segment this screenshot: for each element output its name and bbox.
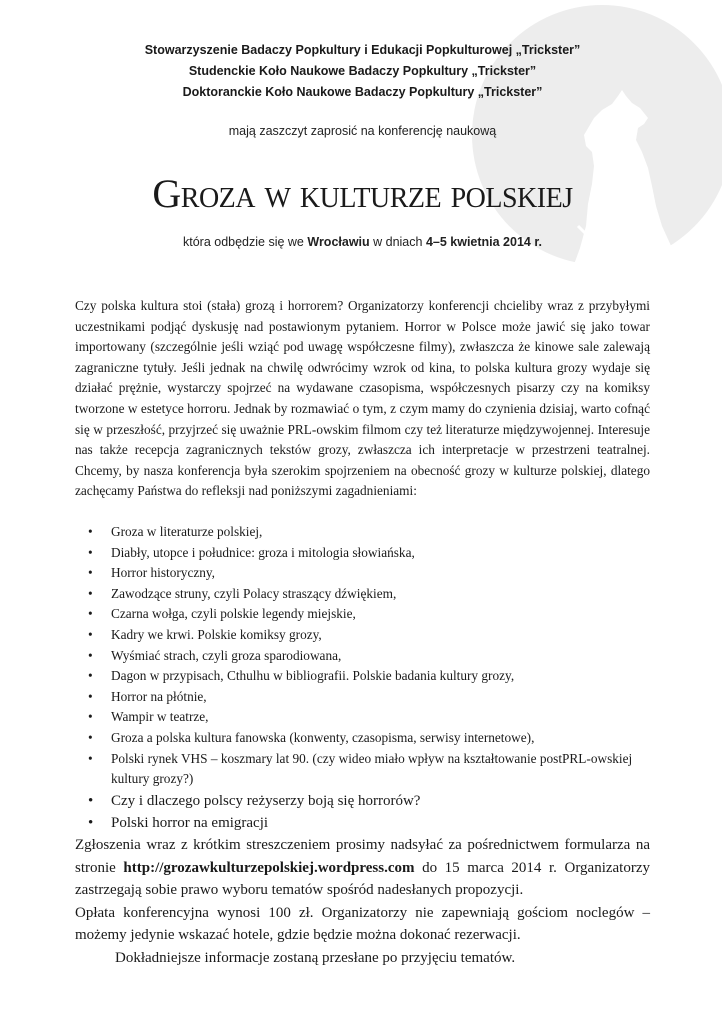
details-paragraph: Dokładniejsze informacje zostaną przesłane po przyjęciu tematów. (115, 949, 516, 966)
invitation-line: mają zaszczyt zaprosić na konferencję naukową (228, 124, 497, 138)
topics-list (75, 522, 650, 834)
date-line-mid: w dniach (369, 235, 426, 249)
submission-text-pre: Zgłoszenia wraz z krótkim streszczeniem prosimy nadsyłać za pośrednictwem formularza na stronie (75, 837, 650, 876)
topic-item: • Horror na płótnie, (75, 687, 650, 708)
topic-item: • Polski horror na emigracji (75, 812, 650, 834)
topic-item: • Diabły, utopce i południce: groza i mitologia słowiańska, (75, 543, 650, 564)
organizer-line-3: Doktoranckie Koło Naukowe Badaczy Popkultury „Trickster” (182, 85, 543, 99)
organizer-line-1: Stowarzyszenie Badaczy Popkultury i Edukacji Popkulturowej „Trickster” (144, 43, 581, 57)
conference-title: Groza w kulturze polskiej (152, 171, 573, 216)
city: Wrocławiu (307, 235, 370, 249)
topic-item: • Zawodzące struny, czyli Polacy straszący dźwiękiem, (75, 584, 650, 605)
date-line-prefix: która odbędzie się we (182, 235, 308, 249)
topic-item: • Polski rynek VHS – koszmary lat 90. (czy wideo miało wpływ na kształtowanie postPRL-owskiej kultury grozy?) (75, 749, 650, 790)
topic-item: • Wyśmiać strach, czyli groza sparodiowana, (75, 646, 650, 667)
submission-url-link[interactable]: http://grozawkulturzepolskiej.wordpress.com (123, 859, 415, 876)
topic-item: • Czarna wołga, czyli polskie legendy miejskie, (75, 604, 650, 625)
topic-item: • Groza w literaturze polskiej, (75, 522, 650, 543)
submission-paragraph (75, 834, 650, 902)
intro-paragraph: Czy polska kultura stoi (stała) grozą i horrorem? Organizatorzy konferencji chcieliby wraz z przybyłymi uczestnikami podjąć dyskusję nad postawionym pytaniem. Horror w Polsce może jawić się jako towar importowany (szczególnie jeśli wziąć pod uwagę współczesne filmy), zwłaszcza że kinowe sale zalewają zagraniczne tytuły. Jeśli jednak na chwilę odwrócimy wzrok od kina, to polska kultura grozy wydaje się działać prężnie, wystarczy spojrzeć na wydawane czasopisma, współczesnych pisarzy czy na komiksy tworzone w estetyce horroru. Jednak by rozmawiać o tym, z czym mamy do czynienia dzisiaj, warto cofnąć się w przeszłość, przyjrzeć się uważnie PRL-owskim filmom czy też literaturze międzywojennej. Interesuje nas także recepcja zagranicznych tekstów grozy, zwłaszcza ich interpretacje w przestrzeni teatralnej. Chcemy, by nasza konferencja była szerokim spojrzeniem na obecność grozy w kulturze polskiej, dlatego zachęcamy Państwa do refleksji nad poniższymi zagadnieniami: (75, 298, 650, 499)
conference-dates: 4–5 kwietnia 2014 r. (425, 235, 542, 249)
topic-item: • Groza a polska kultura fanowska (konwenty, czasopisma, serwisy internetowe), (75, 728, 650, 749)
topic-item: • Dagon w przypisach, Cthulhu w bibliografii. Polskie badania kultury grozy, (75, 666, 650, 687)
submission-text-post: do 15 marca 2014 r. Organizatorzy zastrzegają sobie prawo wyboru tematów spośród nadesłanych propozycji. (75, 859, 651, 898)
organizer-line-2: Studenckie Koło Naukowe Badaczy Popkultury „Trickster” (188, 64, 537, 78)
date-location-line (0, 235, 725, 249)
organizers-header (0, 40, 725, 103)
fee-paragraph: Opłata konferencyjna wynosi 100 zł. Organizatorzy nie zapewniają gościom noclegów – możemy jedynie wskazać hotele, gdzie będzie można dokonać rezerwacji. (75, 904, 650, 943)
topic-item: • Horror historyczny, (75, 563, 650, 584)
topic-item: • Czy i dlaczego polscy reżyserzy boją się horrorów? (75, 790, 650, 812)
topic-item: • Wampir w teatrze, (75, 707, 650, 728)
submission-info (75, 834, 650, 969)
topic-item: • Kadry we krwi. Polskie komiksy grozy, (75, 625, 650, 646)
